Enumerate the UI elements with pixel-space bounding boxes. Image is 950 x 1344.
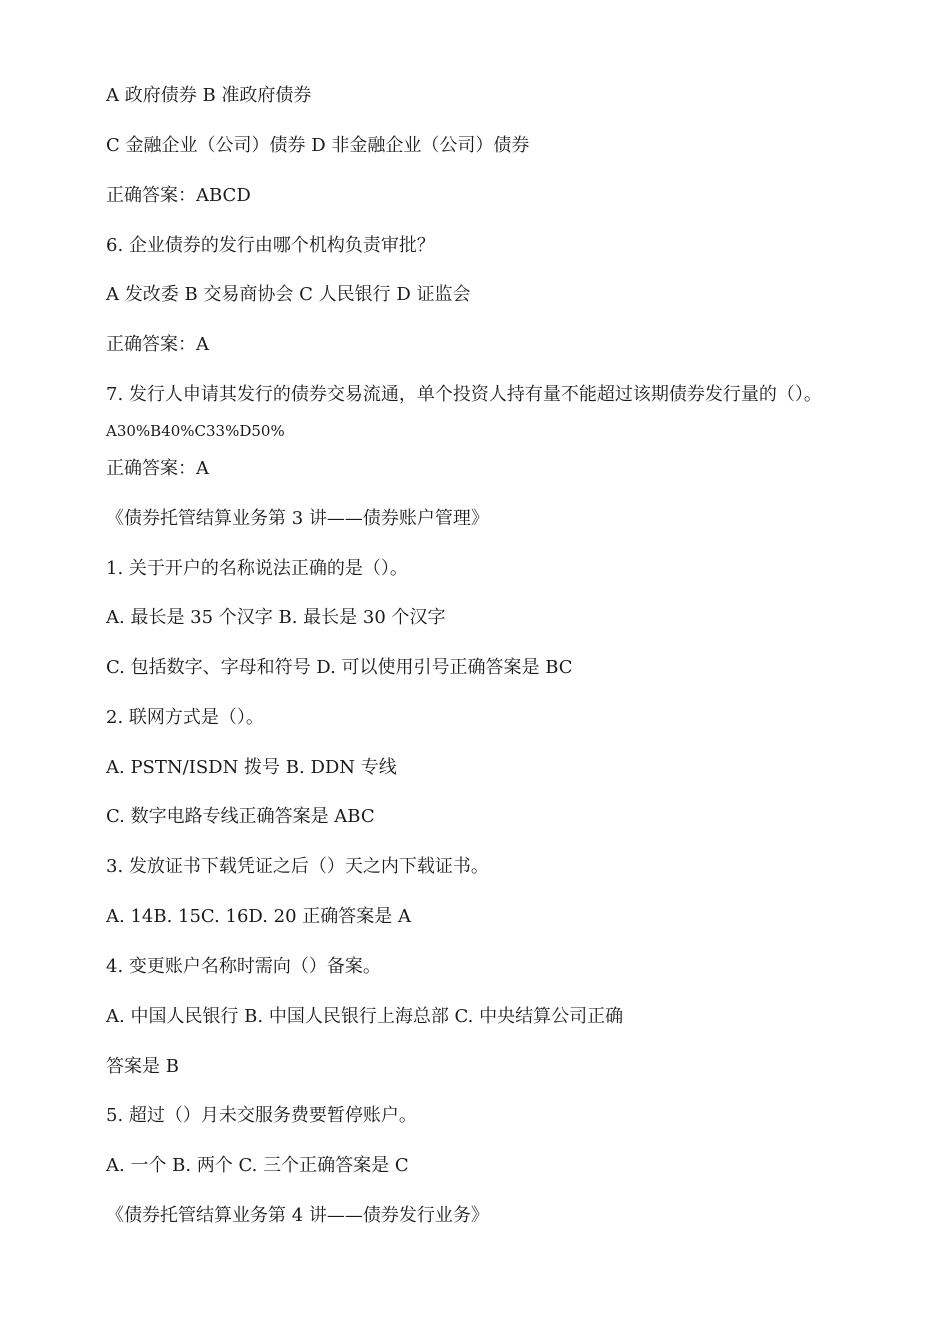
lecture-3-question-5-options: A. 一个 B. 两个 C. 三个正确答案是 C <box>106 1155 409 1176</box>
lecture-3-question-2-options-ab: A. PSTN/ISDN 拨号 B. DDN 专线 <box>106 757 397 778</box>
question-7-text: 7. 发行人申请其发行的债券交易流通，单个投资人持有量不能超过该期债券发行量的（）。 <box>106 384 822 405</box>
question-7-options: A30%B40%C33%D50% <box>106 422 285 440</box>
question-6-options: A 发改委 B 交易商协会 C 人民银行 D 证监会 <box>106 284 471 305</box>
question-6-answer: 正确答案：A <box>106 334 209 355</box>
question-7-answer: 正确答案：A <box>106 458 209 479</box>
lecture-3-question-5-text: 5. 超过（）月未交服务费要暂停账户。 <box>106 1105 417 1126</box>
question-5-options-ab: A 政府债券 B 准政府债券 <box>106 85 312 106</box>
lecture-3-question-2-option-c: C. 数字电路专线正确答案是 ABC <box>106 806 375 827</box>
lecture-3-question-4-options: A. 中国人民银行 B. 中国人民银行上海总部 C. 中央结算公司正确 <box>106 1006 624 1027</box>
lecture-3-question-3-text: 3. 发放证书下载凭证之后（）天之内下载证书。 <box>106 856 489 877</box>
lecture-4-heading: 《债券托管结算业务第 4 讲——债券发行业务》 <box>106 1205 489 1226</box>
lecture-3-question-1-text: 1. 关于开户的名称说法正确的是（）。 <box>106 558 408 579</box>
lecture-3-question-4-answer: 答案是 B <box>106 1056 179 1077</box>
question-5-options-cd: C 金融企业（公司）债券 D 非金融企业（公司）债券 <box>106 135 530 156</box>
lecture-3-question-4-text: 4. 变更账户名称时需向（）备案。 <box>106 956 381 977</box>
question-5-answer: 正确答案：ABCD <box>106 185 251 206</box>
lecture-3-question-1-options-ab: A. 最长是 35 个汉字 B. 最长是 30 个汉字 <box>106 607 446 628</box>
lecture-3-question-3-options: A. 14B. 15C. 16D. 20 正确答案是 A <box>106 906 411 927</box>
lecture-3-question-2-text: 2. 联网方式是（）。 <box>106 707 264 728</box>
lecture-3-question-1-options-cd: C. 包括数字、字母和符号 D. 可以使用引号正确答案是 BC <box>106 657 573 678</box>
question-6-text: 6. 企业债券的发行由哪个机构负责审批？ <box>106 235 435 256</box>
lecture-3-heading: 《债券托管结算业务第 3 讲——债券账户管理》 <box>106 508 489 529</box>
